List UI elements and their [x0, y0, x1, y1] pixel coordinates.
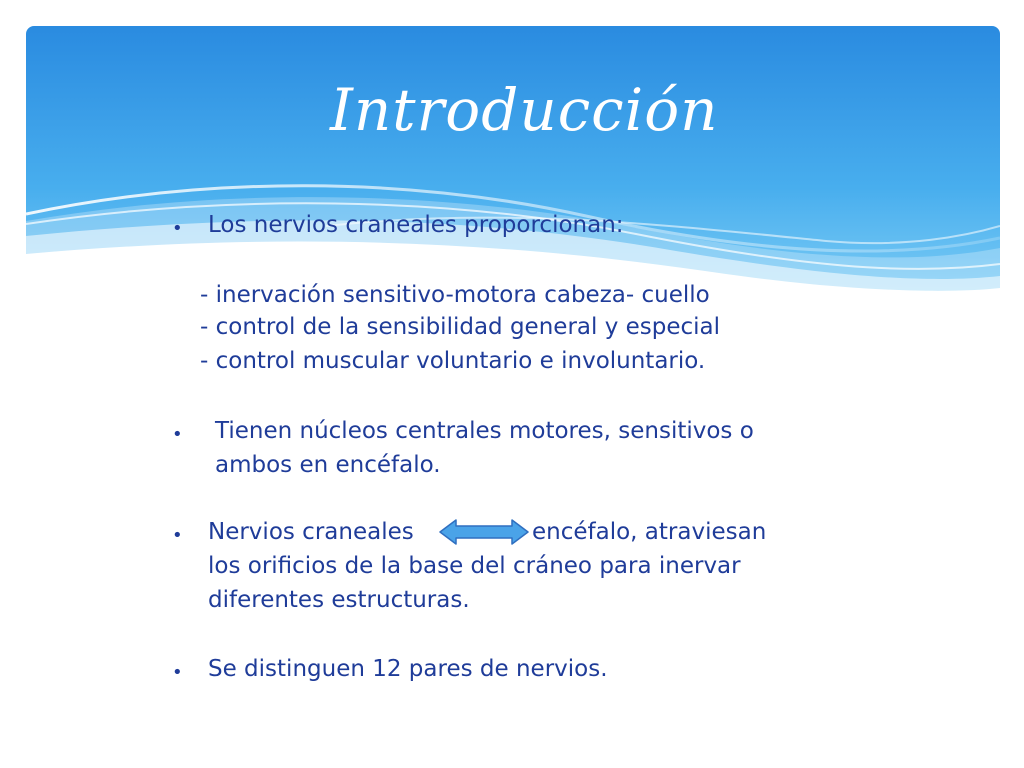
bullet-marker: •	[172, 218, 183, 239]
bullet-marker: •	[172, 525, 183, 546]
bullet-text: los orificios de la base del cráneo para inervar	[208, 553, 741, 579]
sub-item-text: - control muscular voluntario e involuntario.	[200, 348, 706, 374]
slide-title: Introducción	[330, 76, 719, 144]
bullet-text: ambos en encéfalo.	[215, 452, 441, 478]
sub-item-text: - control de la sensibilidad general y especial	[200, 314, 721, 340]
double-headed-arrow-icon	[438, 518, 530, 546]
bullet-text: encéfalo, atraviesan	[532, 519, 767, 545]
bullet-text: Se distinguen 12 pares de nervios.	[208, 656, 608, 682]
bullet-text: diferentes estructuras.	[208, 587, 470, 613]
bullet-marker: •	[172, 424, 183, 445]
bullet-marker: •	[172, 662, 183, 683]
sub-item-text: - inervación sensitivo-motora cabeza- cuello	[200, 282, 710, 308]
bullet-text: Los nervios craneales proporcionan:	[208, 212, 624, 238]
bullet-text: Nervios craneales	[208, 519, 414, 545]
bullet-text: Tienen núcleos centrales motores, sensitivos o	[215, 418, 754, 444]
